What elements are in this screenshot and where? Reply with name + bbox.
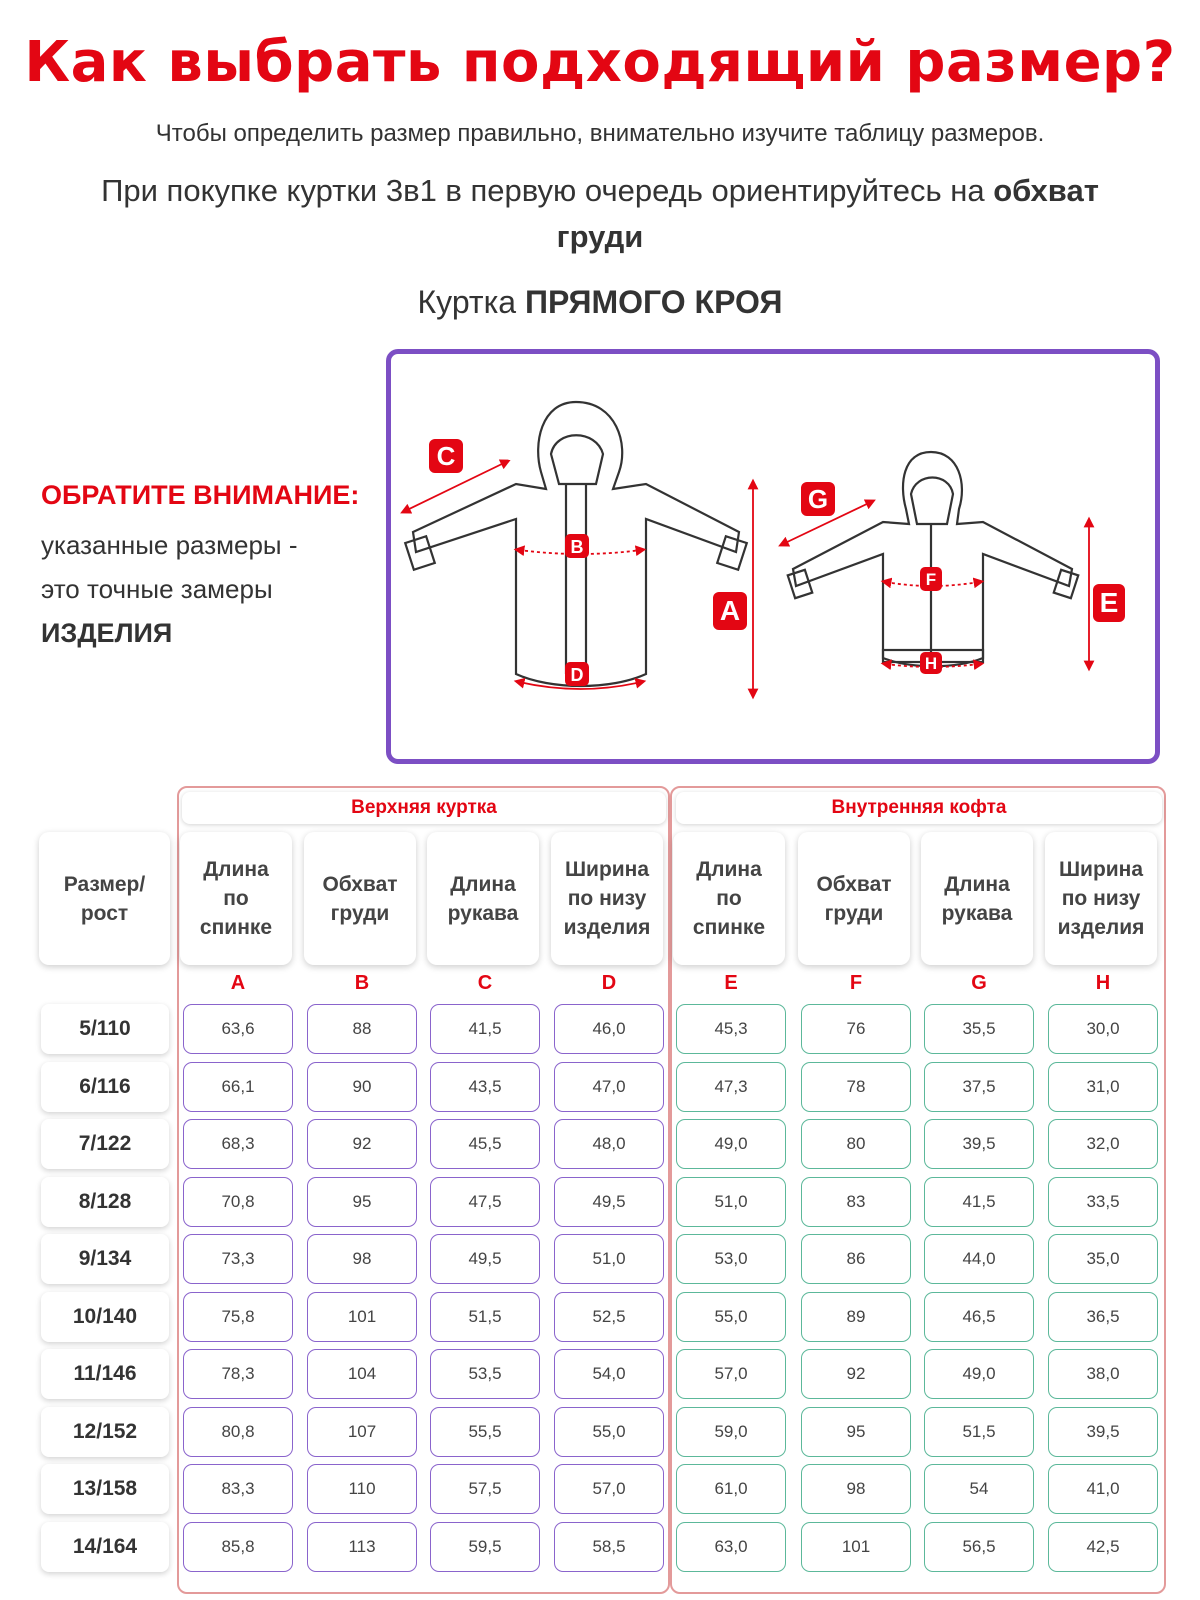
label-d: D [570, 665, 584, 685]
table-cell: 73,3 [183, 1234, 293, 1284]
table-cell: 95 [801, 1407, 911, 1457]
table-cell: 68,3 [183, 1119, 293, 1169]
column-header: Ширина по низу изделия [551, 832, 663, 965]
column-header: Длина рукава [427, 832, 539, 965]
size-cell: 12/152 [41, 1407, 169, 1457]
table-cell: 110 [307, 1464, 417, 1514]
label-g: G [807, 484, 829, 514]
table-cell: 45,5 [430, 1119, 540, 1169]
table-cell: 86 [801, 1234, 911, 1284]
table-cell: 33,5 [1048, 1177, 1158, 1227]
table-cell: 70,8 [183, 1177, 293, 1227]
column-header: Длина по спинке [673, 832, 785, 965]
size-cell: 11/146 [41, 1349, 169, 1399]
group-title-inner: Внутренняя кофта [676, 792, 1162, 824]
label-c: C [436, 441, 456, 471]
table-cell: 31,0 [1048, 1062, 1158, 1112]
lead-text-bold: обхват груди [556, 173, 1099, 254]
cut-heading [0, 284, 1200, 321]
table-cell: 47,5 [430, 1177, 540, 1227]
table-cell: 37,5 [924, 1062, 1034, 1112]
table-cell: 89 [801, 1292, 911, 1342]
column-header: Длина рукава [921, 832, 1033, 965]
table-cell: 85,8 [183, 1522, 293, 1572]
column-header: Ширина по низу изделия [1045, 832, 1157, 965]
table-cell: 53,5 [430, 1349, 540, 1399]
size-cell: 7/122 [41, 1119, 169, 1169]
page-title: Как выбрать подходящий размер? [24, 30, 1176, 95]
column-header: Длина по спинке [180, 832, 292, 965]
table-cell: 75,8 [183, 1292, 293, 1342]
attention-strong: ИЗДЕЛИЯ [41, 618, 173, 648]
table-cell: 80,8 [183, 1407, 293, 1457]
table-cell: 48,0 [554, 1119, 664, 1169]
table-cell: 92 [801, 1349, 911, 1399]
lead-text-plain: При покупке куртки 3в1 в первую очередь ориентируйтесь на [101, 173, 994, 208]
table-cell: 44,0 [924, 1234, 1034, 1284]
table-cell: 41,0 [1048, 1464, 1158, 1514]
table-cell: 52,5 [554, 1292, 664, 1342]
label-f: F [925, 570, 937, 589]
table-cell: 47,3 [676, 1062, 786, 1112]
table-cell: 46,0 [554, 1004, 664, 1054]
table-cell: 49,5 [430, 1234, 540, 1284]
table-cell: 92 [307, 1119, 417, 1169]
table-cell: 107 [307, 1407, 417, 1457]
column-letter: A [230, 972, 246, 994]
table-cell: 83 [801, 1177, 911, 1227]
attention-line-2: это точные замеры [41, 574, 273, 604]
table-cell: 98 [801, 1464, 911, 1514]
column-letter: D [601, 972, 617, 994]
table-cell: 80 [801, 1119, 911, 1169]
table-cell: 30,0 [1048, 1004, 1158, 1054]
table-cell: 41,5 [924, 1177, 1034, 1227]
size-cell: 10/140 [41, 1292, 169, 1342]
group-title-outer: Верхняя куртка [182, 792, 666, 824]
size-cell: 6/116 [41, 1062, 169, 1112]
table-cell: 49,5 [554, 1177, 664, 1227]
column-letter: C [477, 972, 493, 994]
table-cell: 39,5 [924, 1119, 1034, 1169]
table-cell: 42,5 [1048, 1522, 1158, 1572]
table-cell: 59,5 [430, 1522, 540, 1572]
table-cell: 78 [801, 1062, 911, 1112]
table-cell: 57,5 [430, 1464, 540, 1514]
size-cell: 8/128 [41, 1177, 169, 1227]
table-cell: 88 [307, 1004, 417, 1054]
table-cell: 76 [801, 1004, 911, 1054]
column-letter: F [849, 972, 863, 994]
column-letter: B [354, 972, 370, 994]
label-a: A [719, 595, 741, 626]
column-letter: G [971, 972, 987, 994]
table-cell: 51,0 [676, 1177, 786, 1227]
label-b: B [570, 537, 584, 557]
attention-heading: ОБРАТИТЕ ВНИМАНИЕ: [41, 480, 360, 510]
table-cell: 47,0 [554, 1062, 664, 1112]
table-cell: 38,0 [1048, 1349, 1158, 1399]
table-cell: 98 [307, 1234, 417, 1284]
table-cell: 51,0 [554, 1234, 664, 1284]
column-letter: H [1095, 972, 1111, 994]
table-cell: 104 [307, 1349, 417, 1399]
table-cell: 63,6 [183, 1004, 293, 1054]
size-cell: 14/164 [41, 1522, 169, 1572]
table-cell: 51,5 [924, 1407, 1034, 1457]
table-cell: 101 [801, 1522, 911, 1572]
table-cell: 41,5 [430, 1004, 540, 1054]
column-header: Обхват груди [798, 832, 910, 965]
table-cell: 39,5 [1048, 1407, 1158, 1457]
table-cell: 90 [307, 1062, 417, 1112]
column-letter: E [724, 972, 738, 994]
outer-measure-lines [405, 462, 753, 694]
table-cell: 54,0 [554, 1349, 664, 1399]
table-cell: 56,5 [924, 1522, 1034, 1572]
measurement-diagram [386, 349, 1160, 764]
table-cell: 49,0 [676, 1119, 786, 1169]
table-cell: 61,0 [676, 1464, 786, 1514]
size-cell: 5/110 [41, 1004, 169, 1054]
table-cell: 32,0 [1048, 1119, 1158, 1169]
cut-heading-bold: ПРЯМОГО КРОЯ [524, 284, 783, 320]
table-cell: 35,5 [924, 1004, 1034, 1054]
attention-line-1: указанные размеры - [41, 530, 298, 560]
table-cell: 54 [924, 1464, 1034, 1514]
table-cell: 46,5 [924, 1292, 1034, 1342]
table-cell: 49,0 [924, 1349, 1034, 1399]
table-cell: 53,0 [676, 1234, 786, 1284]
size-cell: 13/158 [41, 1464, 169, 1514]
table-cell: 83,3 [183, 1464, 293, 1514]
subtitle: Чтобы определить размер правильно, внимательно изучите таблицу размеров. [155, 120, 1045, 147]
column-header: Обхват груди [304, 832, 416, 965]
table-cell: 113 [307, 1522, 417, 1572]
table-cell: 36,5 [1048, 1292, 1158, 1342]
table-cell: 43,5 [430, 1062, 540, 1112]
table-cell: 101 [307, 1292, 417, 1342]
label-h: H [924, 654, 938, 673]
table-cell: 78,3 [183, 1349, 293, 1399]
table-cell: 55,5 [430, 1407, 540, 1457]
table-cell: 63,0 [676, 1522, 786, 1572]
size-column-header: Размер/ рост [39, 832, 170, 965]
table-cell: 55,0 [676, 1292, 786, 1342]
table-cell: 95 [307, 1177, 417, 1227]
label-e: E [1099, 587, 1119, 618]
cut-heading-plain: Куртка [417, 284, 525, 320]
jacket-illustrations [391, 354, 1155, 759]
lead-text [100, 168, 1100, 260]
table-cell: 45,3 [676, 1004, 786, 1054]
table-cell: 51,5 [430, 1292, 540, 1342]
attention-note [41, 480, 371, 655]
table-cell: 66,1 [183, 1062, 293, 1112]
table-cell: 57,0 [554, 1464, 664, 1514]
table-cell: 35,0 [1048, 1234, 1158, 1284]
size-cell: 9/134 [41, 1234, 169, 1284]
table-cell: 55,0 [554, 1407, 664, 1457]
table-cell: 58,5 [554, 1522, 664, 1572]
table-cell: 59,0 [676, 1407, 786, 1457]
table-cell: 57,0 [676, 1349, 786, 1399]
